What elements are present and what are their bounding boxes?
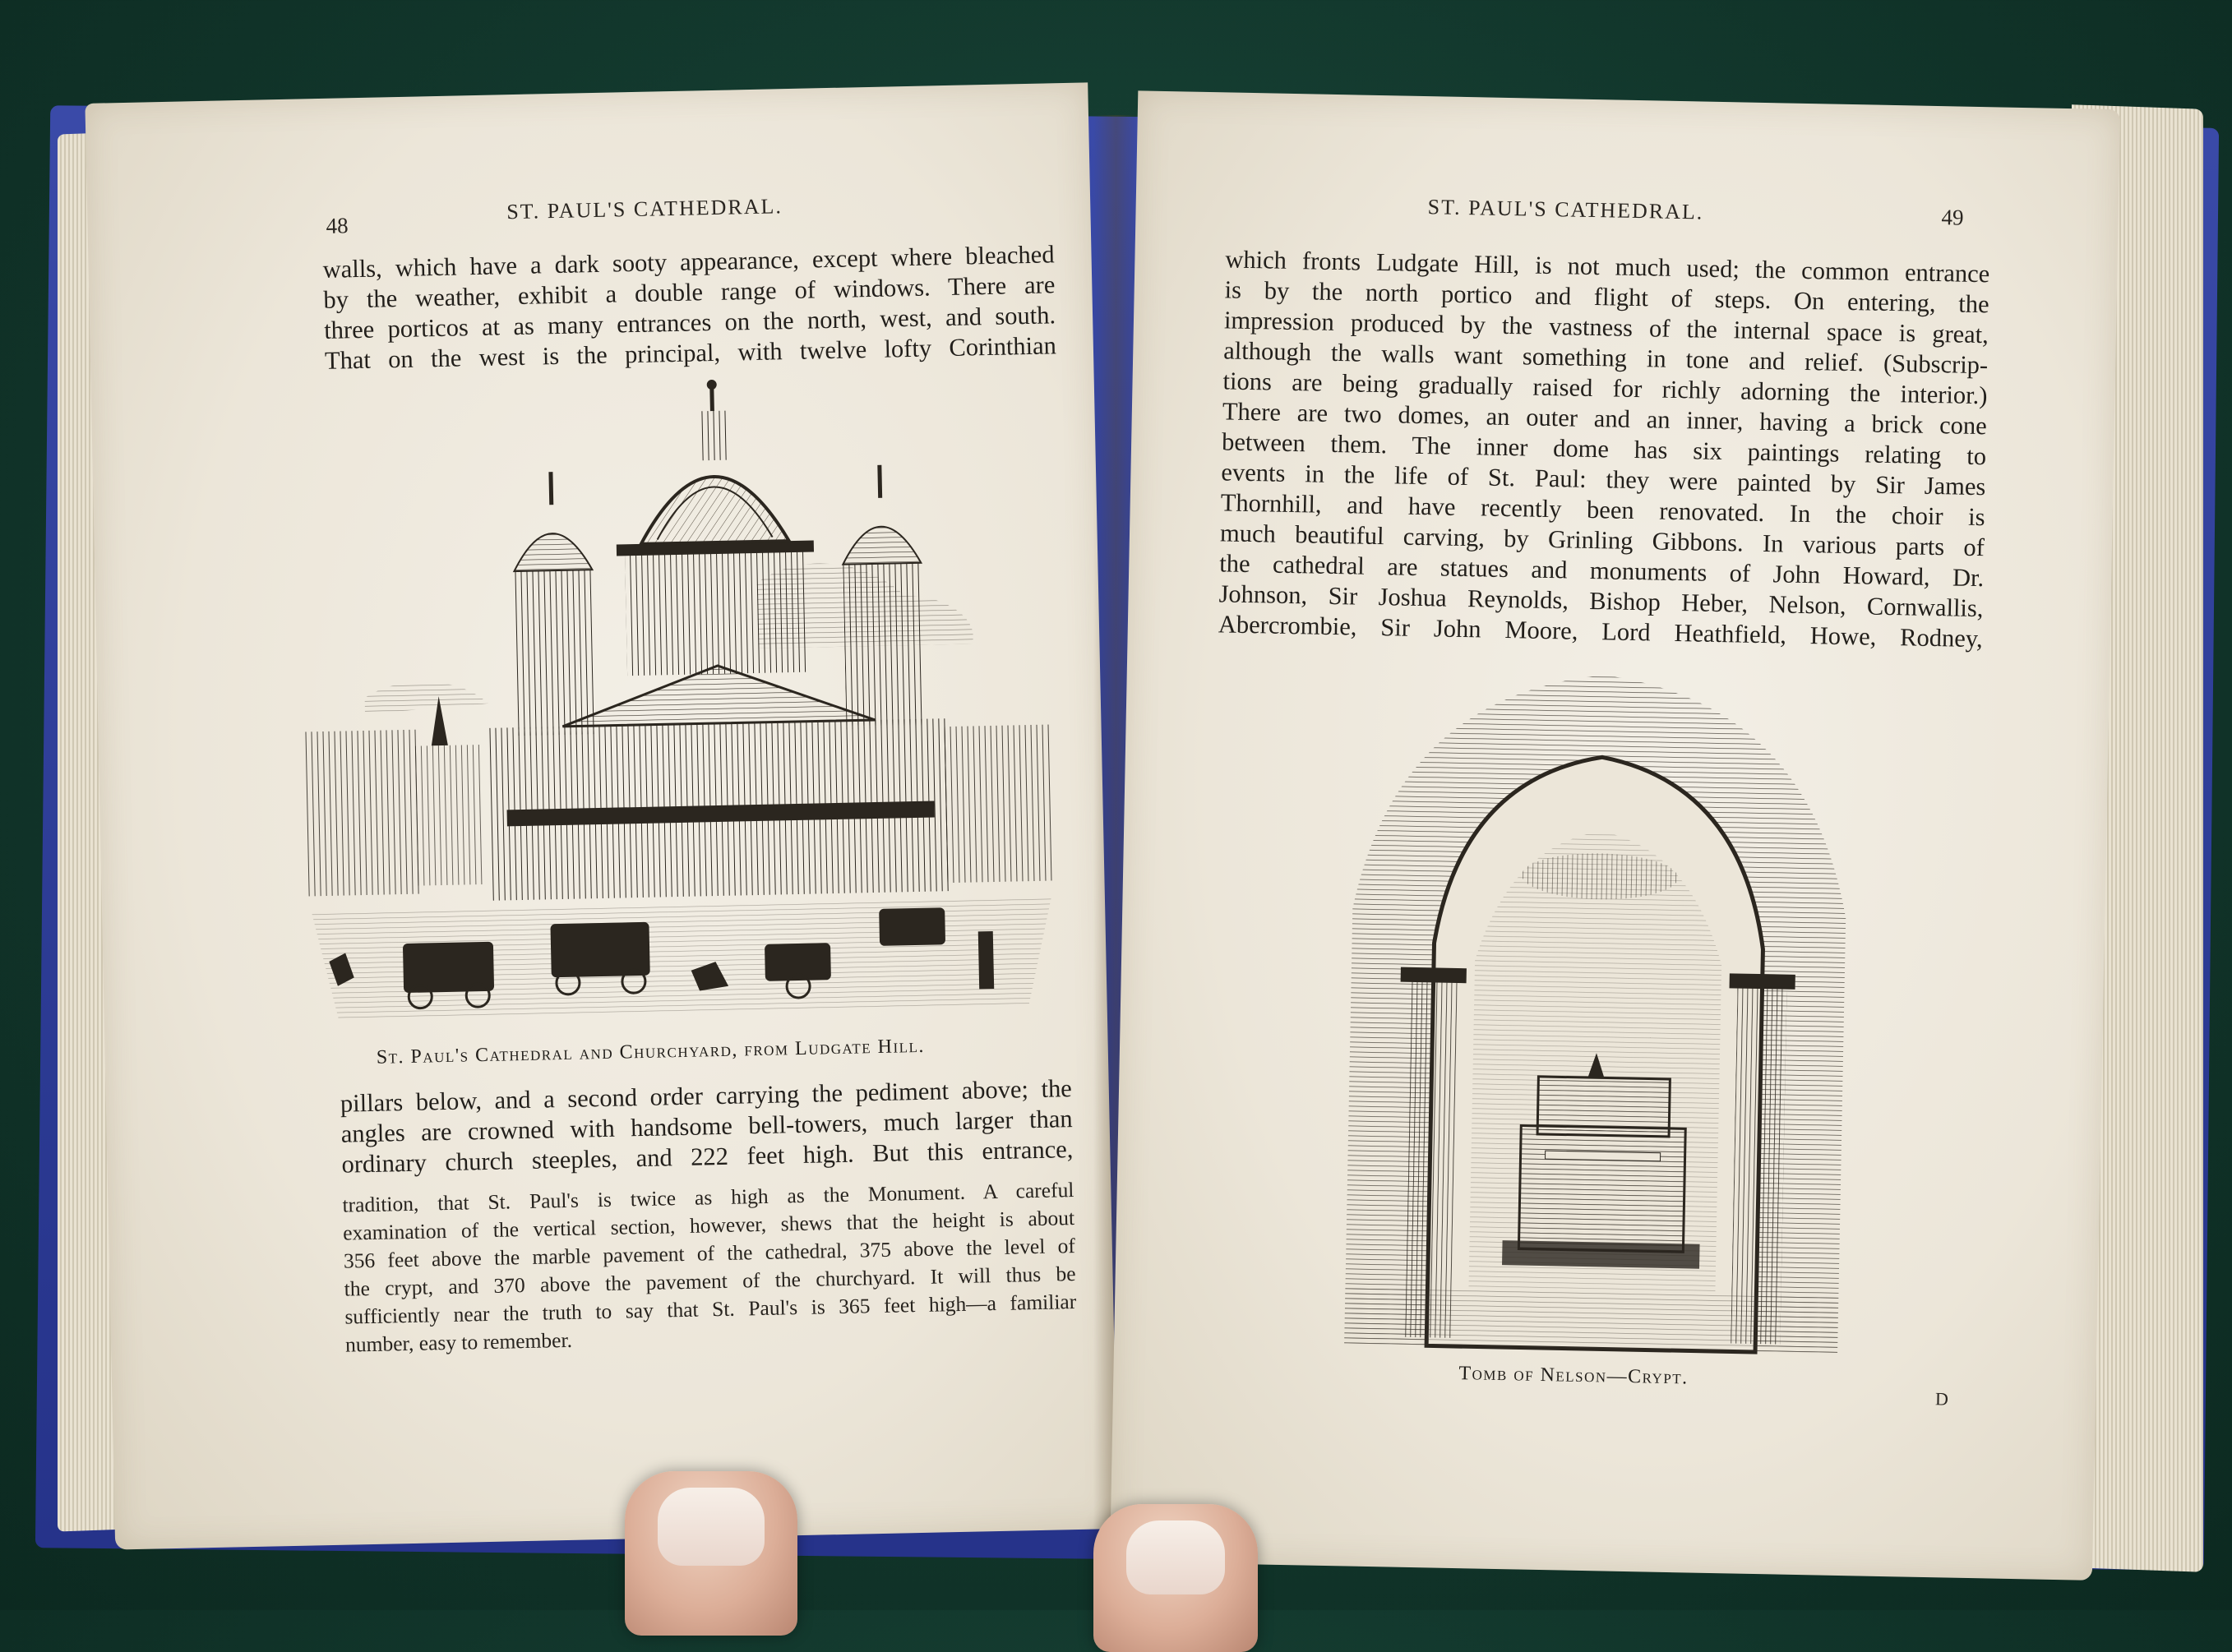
- page-number-right: 49: [1941, 205, 1964, 230]
- text-line: angles are crowned with handsome bell-towers, much larger than: [340, 1105, 1073, 1148]
- text-line: is by the north portico and flight of steps. On entering, the: [1224, 275, 1989, 319]
- left-thumb: [625, 1471, 797, 1636]
- text-line: tions are being gradually raised for richly adorning the interior.): [1222, 367, 1988, 410]
- cathedral-engraving: [293, 371, 1063, 1044]
- text-line: pillars below, and a second order carrying the pediment above; the: [340, 1074, 1073, 1118]
- right-page: [1110, 90, 2120, 1580]
- footnote-line: 356 feet above the marble pavement of the cathedral, 375 above the level of: [343, 1234, 1076, 1273]
- text-line: events in the life of St. Paul: they were painted by Sir James: [1221, 458, 1986, 501]
- left-body-after: [340, 1073, 1074, 1180]
- running-head-left: ST. PAUL'S CATHEDRAL.: [506, 194, 783, 224]
- left-body-top: [322, 239, 1056, 376]
- text-line: although the walls want something in tone and relief. (Subscrip-: [1222, 336, 1989, 380]
- left-page: [85, 82, 1118, 1549]
- text-line: Thornhill, and have recently been renovated. In the choir is: [1220, 488, 1985, 532]
- page-number-left: 48: [326, 213, 349, 238]
- footnote-line: examination of the vertical section, however, shews that the height is about: [342, 1206, 1075, 1245]
- text-line: impression produced by the vastness of the internal space is great,: [1223, 306, 1989, 349]
- text-line: between them. The inner dome has six paintings relating to: [1221, 427, 1987, 471]
- footnote-line: sufficiently near the truth to say that St. Paul's is 365 feet high—a familiar: [344, 1290, 1077, 1329]
- signature-mark: D: [1934, 1388, 1949, 1410]
- running-head-right: ST. PAUL'S CATHEDRAL.: [1427, 195, 1704, 224]
- text-line: much beautiful carving, by Grinling Gibbons. In various parts of: [1219, 519, 1985, 562]
- right-body-top: [1218, 244, 1990, 654]
- text-line: the cathedral are statues and monuments of John Howard, Dr.: [1219, 549, 1985, 593]
- thumbnail: [1126, 1520, 1225, 1594]
- figure-caption-right: Tomb of Nelson—Crypt.: [1458, 1363, 1689, 1389]
- text-line: Johnson, Sir Joshua Reynolds, Bishop Heber, Nelson, Cornwallis,: [1218, 579, 1984, 623]
- text-line: three porticos at as many entrances on the north, west, and south.: [323, 301, 1056, 344]
- footnote-line: the crypt, and 370 above the pavement of the churchyard. It will thus be: [344, 1262, 1076, 1301]
- right-thumb: [1093, 1504, 1258, 1652]
- text-line: which fronts Ludgate Hill, is not much used; the common entrance: [1225, 245, 1990, 288]
- crypt-engraving: [1336, 662, 1859, 1362]
- text-line: ordinary church steeples, and 222 feet high. But this entrance,: [341, 1135, 1074, 1179]
- left-footnote: [342, 1176, 1077, 1359]
- text-line: There are two domes, an outer and an inner, having a brick cone: [1222, 397, 1988, 441]
- text-line: by the weather, exhibit a double range of windows. There are: [323, 270, 1056, 314]
- footnote-line: tradition, that St. Paul's is twice as high as the Monument. A careful: [342, 1178, 1074, 1217]
- thumbnail: [658, 1488, 765, 1566]
- text-line: That on the west is the principal, with twelve lofty Corinthian: [324, 331, 1057, 375]
- text-line: Abercrombie, Sir John Moore, Lord Heathfield, Howe, Rodney,: [1218, 610, 1984, 653]
- footnote-line: number, easy to remember.: [344, 1327, 573, 1357]
- figure-caption-left: St. Paul's Cathedral and Churchyard, from Ludgate Hill.: [376, 1035, 926, 1068]
- text-line: walls, which have a dark sooty appearance, except where bleached: [322, 240, 1055, 284]
